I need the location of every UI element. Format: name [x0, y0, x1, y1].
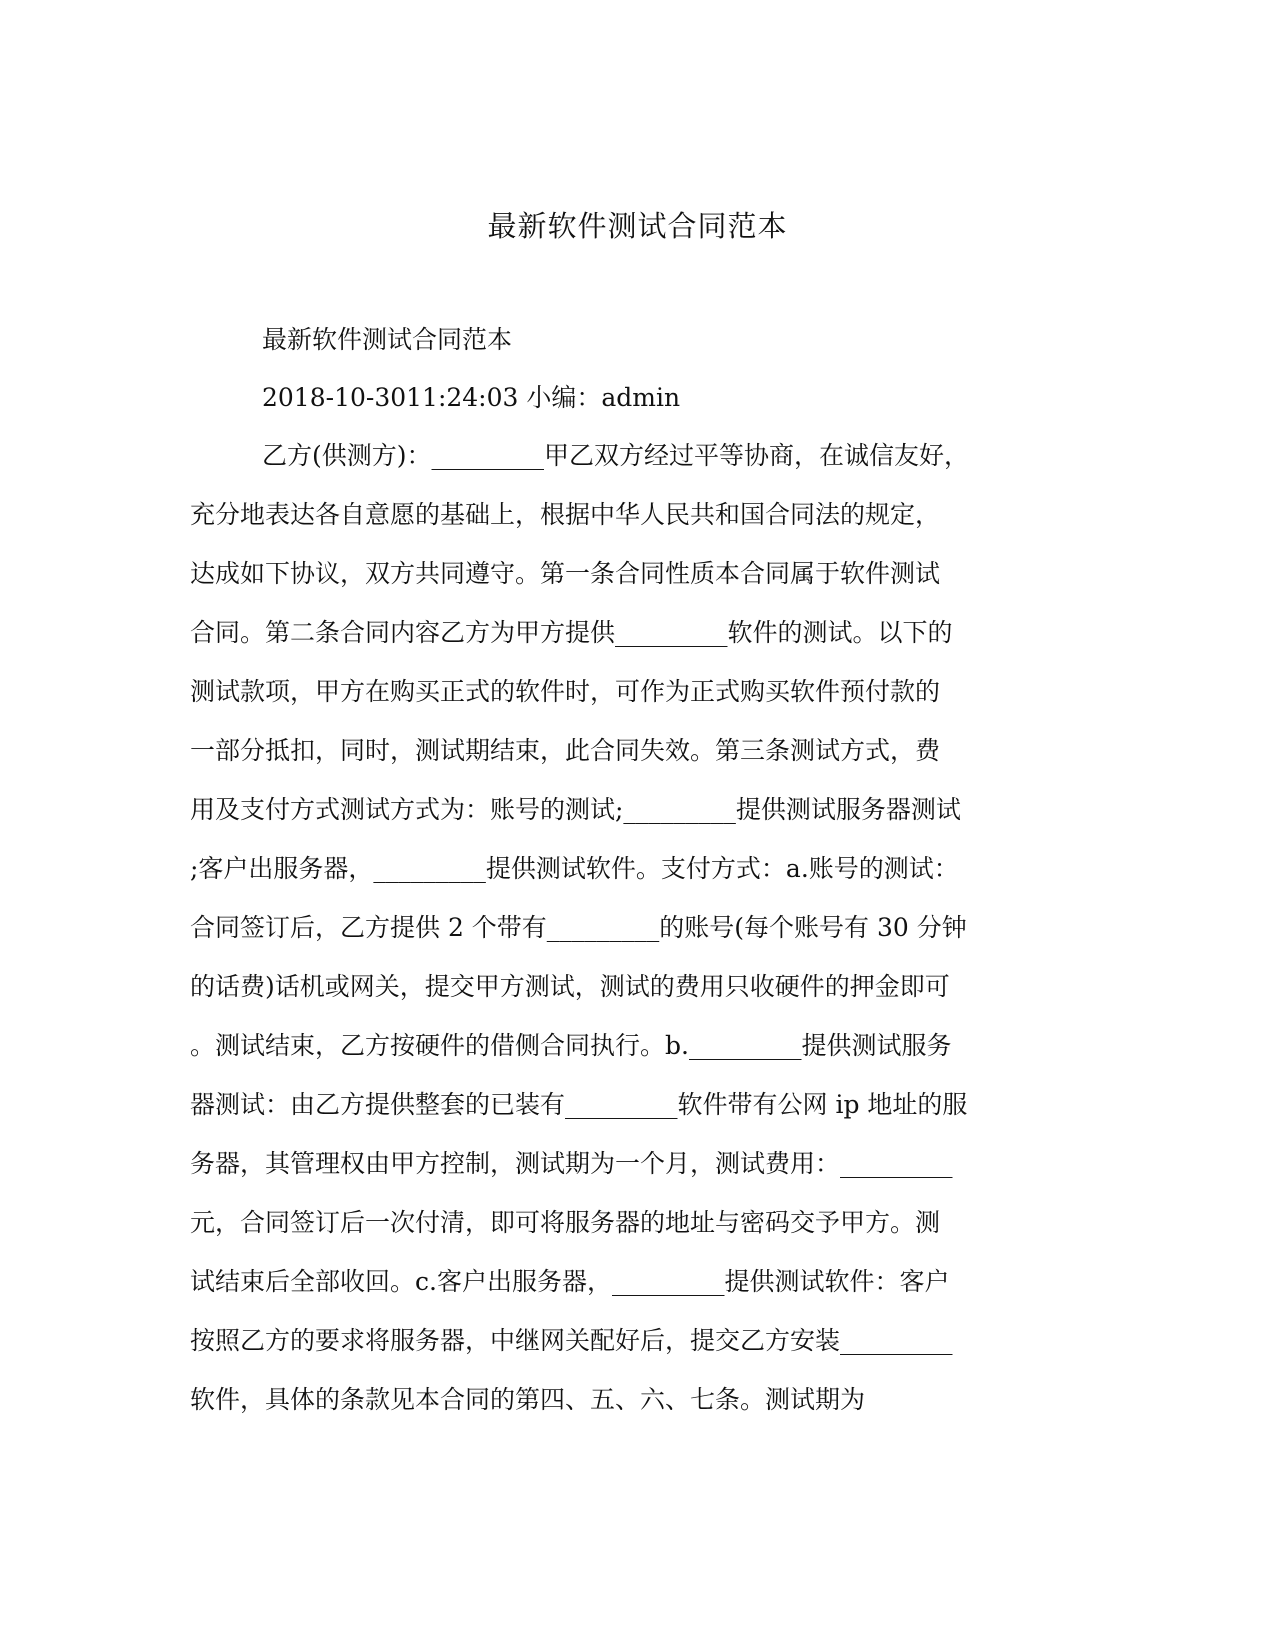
body-line: 合同签订后，乙方提供 2 个带有_________的账号(每个账号有 30 分钟 [190, 913, 967, 942]
body-line: 元，合同签订后一次付清，即可将服务器的地址与密码交予甲方。测 [190, 1208, 941, 1237]
document-title: 最新软件测试合同范本 [487, 209, 788, 243]
body-line: 乙方(供测方)：_________甲乙双方经过平等协商，在诚信友好， [262, 441, 970, 470]
document-subtitle: 最新软件测试合同范本 [262, 325, 513, 354]
body-line: 软件，具体的条款见本合同的第四、五、六、七条。测试期为 [190, 1385, 866, 1414]
document-meta-line: 2018-10-3011:24:03 小编：admin [262, 383, 681, 412]
body-line: 。测试结束，乙方按硬件的借侧合同执行。b._________提供测试服务 [190, 1031, 952, 1060]
body-line: 达成如下协议，双方共同遵守。第一条合同性质本合同属于软件测试 [190, 559, 941, 588]
body-line: 试结束后全部收回。c.客户出服务器，_________提供测试软件：客户 [190, 1267, 950, 1296]
body-line: ;客户出服务器，_________提供测试软件。支付方式：a.账号的测试： [190, 854, 959, 883]
body-line: 测试款项，甲方在购买正式的软件时，可作为正式购买软件预付款的 [190, 677, 941, 706]
body-line: 充分地表达各自意愿的基础上，根据中华人民共和国合同法的规定， [190, 500, 941, 529]
body-line: 按照乙方的要求将服务器，中继网关配好后，提交乙方安装_________ [190, 1326, 953, 1355]
body-line: 的话费)话机或网关，提交甲方测试，测试的费用只收硬件的押金即可 [190, 972, 950, 1001]
body-line: 器测试：由乙方提供整套的已装有_________软件带有公网 ip 地址的服 [190, 1090, 968, 1119]
body-line: 合同。第二条合同内容乙方为甲方提供_________软件的测试。以下的 [190, 618, 953, 647]
body-line: 用及支付方式测试方式为：账号的测试;_________提供测试服务器测试 [190, 795, 961, 824]
body-line: 一部分抵扣，同时，测试期结束，此合同失效。第三条测试方式，费 [190, 736, 941, 765]
body-line: 务器，其管理权由甲方控制，测试期为一个月，测试费用：_________ [190, 1149, 953, 1178]
